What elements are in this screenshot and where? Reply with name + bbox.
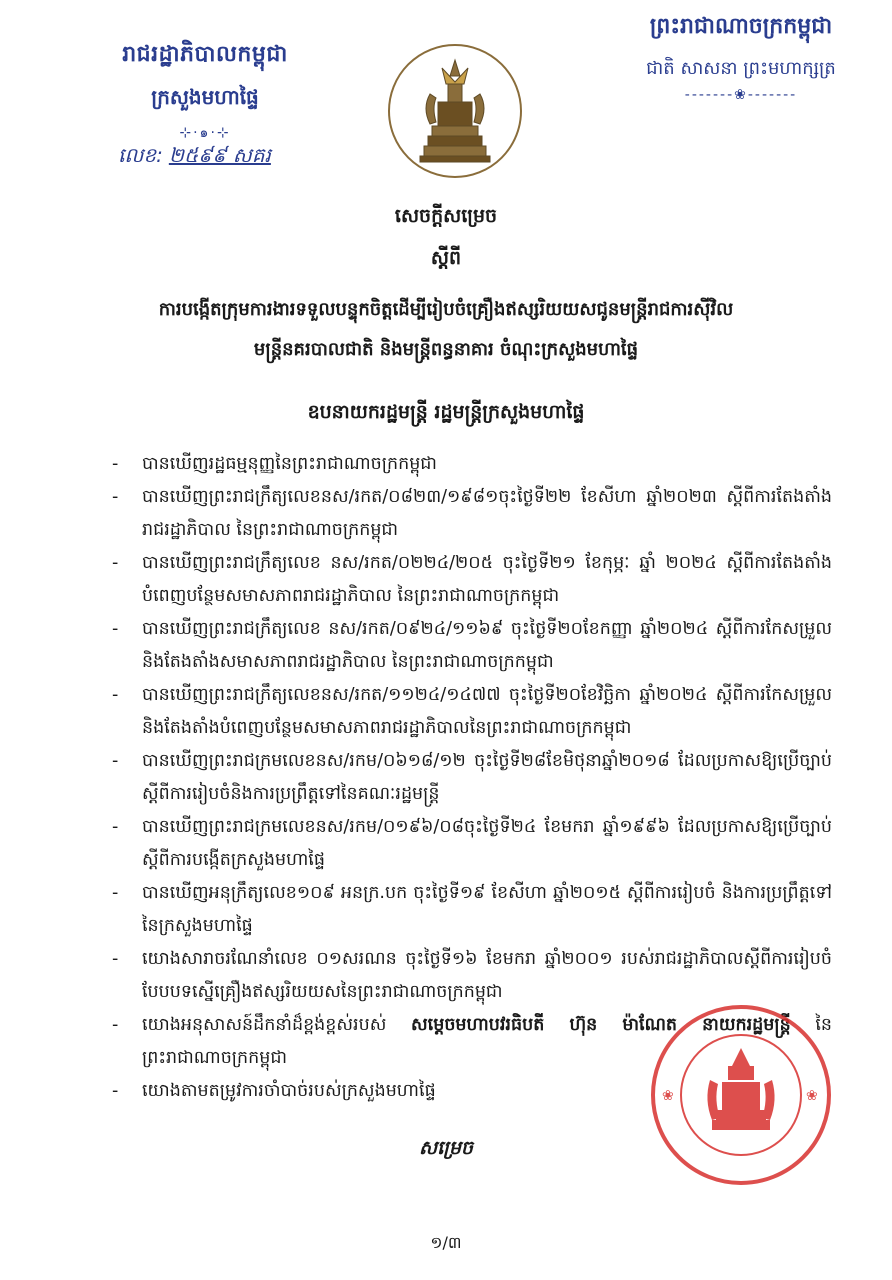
visa-dash: - (112, 619, 119, 639)
visa-item (112, 613, 832, 679)
ministry-name: ក្រសួងមហាផ្ទៃ (151, 85, 259, 109)
visa-item (112, 448, 832, 481)
visa-dash: - (112, 454, 119, 474)
reference-number (118, 142, 271, 172)
svg-text:❀: ❀ (806, 1088, 818, 1104)
visa-text: បានឃើញព្រះរាជក្រឹត្យលេខនស/រកត/០៨២៣/១៩៨១ចុះថ្ងៃទី២២ ខែសីហា ឆ្នាំ២០២៣ ស្ដីពីការតែងតាំងរាជរដ្ឋាភិបាល នៃព្រះរាជាណាចក្រកម្ពុជា (142, 487, 832, 540)
visa-dash: - (112, 751, 119, 771)
visa-dash: - (112, 1081, 119, 1101)
subject (90, 290, 802, 370)
title-block (90, 204, 802, 428)
decision-title: សេចក្ដីសម្រេច (394, 205, 498, 227)
visa-dash: - (112, 553, 119, 573)
visa-item (112, 481, 832, 547)
visa-text: បានឃើញព្រះរាជក្រឹត្យលេខនស/រកត/១១២៤/១៤៧៧ ចុះថ្ងៃទី២០ខែវិច្ឆិកា ឆ្នាំ២០២៤ ស្ដីពីការកែសម្រួល និងតែងតាំងបំពេញបន្ថែមសមាសភាពរាជរដ្ឋាភិបាលនៃព្រះរាជាណាចក្រកម្ពុជា (142, 685, 832, 738)
visa-text: បានឃើញព្រះរាជក្រឹត្យលេខ នស/រកត/០២២៤/២០៥ ចុះថ្ងៃទី២១ ខែកុម្ភៈ ឆ្នាំ ២០២៤ ស្ដីពីការតែងតាំងបំពេញបន្ថែមសមាសភាពរាជរដ្ឋាភិបាល នៃព្រះរាជាណាចក្រកម្ពុជា (142, 553, 832, 606)
visa-item (112, 547, 832, 613)
visa-text: បានឃើញអនុក្រឹត្យលេខ១០៩ អនក្រ.បក ចុះថ្ងៃទី១៩ ខែសីហា ឆ្នាំ២០១៥ ស្ដីពីការរៀបចំ និងការប្រព្រឹត្តទៅនៃក្រសួងមហាផ្ទៃ (142, 883, 832, 936)
visa-text: បានឃើញរដ្ឋធម្មនុញ្ញនៃព្រះរាជាណាចក្រកម្ពុជា (142, 454, 437, 474)
visa-dash: - (112, 487, 119, 507)
visa-item (112, 811, 832, 877)
visa-dash: - (112, 949, 119, 969)
reference-value: ២៥៩៩ សគរ (168, 143, 271, 167)
subject-line-1: ការបង្កើតក្រុមការងារទទួលបន្ទុកចិត្តដើម្បីរៀបចំគ្រឿងឥស្សរិយយសជូនមន្ត្រីរាជការស៊ីវិល (158, 299, 734, 320)
subject-line-2: មន្ត្រីនគរបាលជាតិ និងមន្ត្រីពន្ធនាគារ ចំណុះក្រសួងមហាផ្ទៃ (253, 339, 639, 360)
visa-dash: - (112, 685, 119, 705)
government-name: រាជរដ្ឋាភិបាលកម្ពុជា (122, 42, 288, 67)
ornament-left: ⊹·๑·⊹ (179, 125, 231, 141)
header-left (80, 40, 330, 167)
royal-arms-emblem-icon (388, 44, 522, 178)
visa-text-bold: សម្ដេចមហាបវរធិបតី ហ៊ុន ម៉ាណែត នាយករដ្ឋមន្ត្រី (411, 1015, 791, 1035)
visa-text-prefix: យោងអនុសាសន៍ដឹកនាំដ៏ខ្ពង់ខ្ពស់របស់ (142, 1015, 411, 1035)
visa-text: បានឃើញព្រះរាជក្រឹត្យលេខ នស/រកត/០៩២៤/១១៦៩ ចុះថ្ងៃទី២០ខែកញ្ញា ឆ្នាំ២០២៤ ស្ដីពីការកែសម្រួលនិងតែងតាំងសមាសភាពរាជរដ្ឋាភិបាល នៃព្រះរាជាណាចក្រកម្ពុជា (142, 619, 832, 672)
visa-item (112, 877, 832, 943)
decision-heading: សម្រេច (419, 1137, 473, 1159)
visa-text-suffix: នៃព្រះរាជាណាចក្រកម្ពុជា (142, 1015, 832, 1068)
reference-label: លេខ: (118, 143, 163, 167)
visa-text: យោងតាមតម្រូវការចាំបាច់របស់ក្រសួងមហាផ្ទៃ (142, 1081, 436, 1101)
national-motto: ជាតិ សាសនា ព្រះមហាក្សត្រ (646, 58, 836, 79)
visa-dash: - (112, 1015, 119, 1035)
visa-text: យោងសារាចរណែនាំលេខ ០១សរណន ចុះថ្ងៃទី១៦ ខែមករា ឆ្នាំ២០០១ របស់រាជរដ្ឋាភិបាលស្ដីពីការរៀបចំបែបបទស្នើគ្រឿងឥស្សរិយយសនៃព្រះរាជាណាចក្រកម្ពុជា (142, 949, 832, 1002)
visa-dash: - (112, 817, 119, 837)
ornament-right: -------❀------- (684, 87, 798, 103)
visa-item (112, 679, 832, 745)
issuer-title: ឧបនាយករដ្ឋមន្ត្រី រដ្ឋមន្ត្រីក្រសួងមហាផ្ទៃ (307, 401, 585, 423)
svg-text:❀: ❀ (662, 1088, 674, 1104)
visa-text: បានឃើញព្រះរាជក្រមលេខនស/រកម/០៦១៨/១២ ចុះថ្ងៃទី២៨ខែមិថុនាឆ្នាំ២០១៨ ដែលប្រកាសឱ្យប្រើច្បាប់ស្ដីពីការរៀបចំនិងការប្រព្រឹត្តទៅនៃគណៈរដ្ឋមន្ត្រី (142, 751, 832, 804)
visa-text: បានឃើញព្រះរាជក្រមលេខនស/រកម/០១៩៦/០៨ចុះថ្ងៃទី២៤ ខែមករា ឆ្នាំ១៩៩៦ ដែលប្រកាសឱ្យប្រើច្បាប់ស្ដីពីការបង្កើតក្រសួងមហាផ្ទៃ (142, 817, 832, 870)
kingdom-name: ព្រះរាជាណាចក្រកម្ពុជា (649, 14, 833, 39)
about-label: ស្ដីពី (430, 247, 462, 269)
header-right (612, 12, 870, 103)
visa-dash: - (112, 883, 119, 903)
visa-item (112, 745, 832, 811)
page-number: ១/៣ (430, 1233, 462, 1252)
